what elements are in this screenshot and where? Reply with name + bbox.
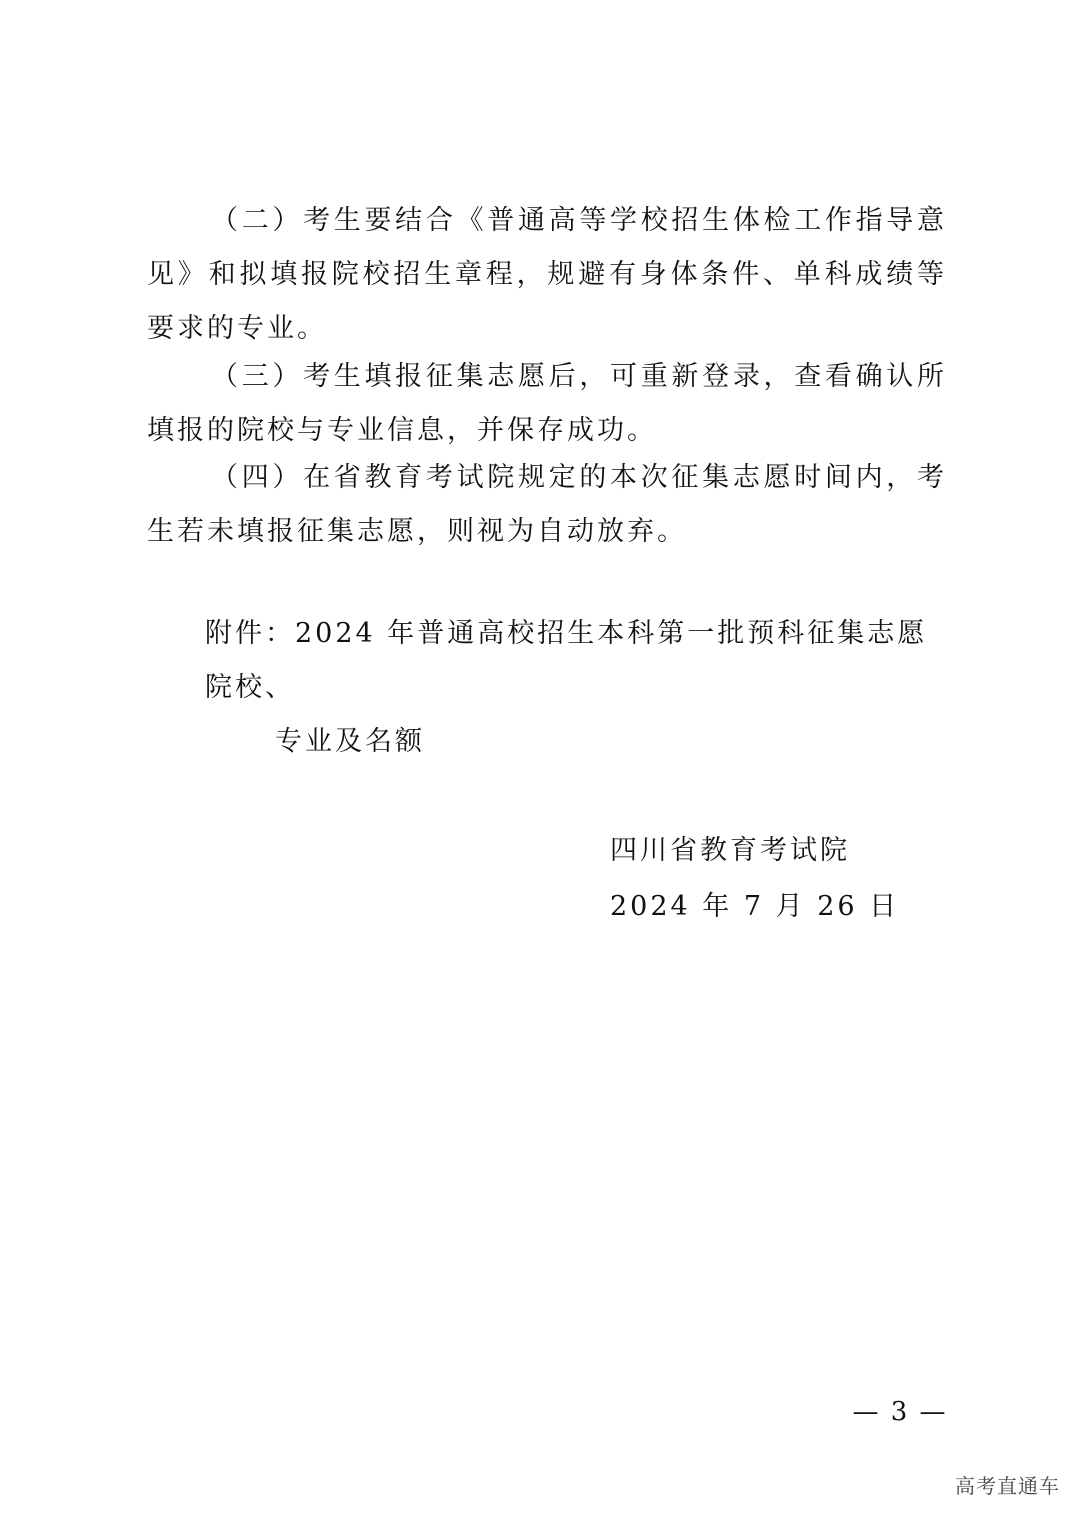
attachment-line-1: 附件：2024 年普通高校招生本科第一批预科征集志愿院校、 — [205, 618, 928, 703]
paragraph-3: （三）考生填报征集志愿后，可重新登录，查看确认所填报的院校与专业信息，并保存成功。 — [147, 361, 947, 446]
watermark: 高考直通车 — [955, 1474, 1060, 1498]
signature-organization: 四川省教育考试院 — [610, 835, 850, 866]
signature-date: 2024 年 7 月 26 日 — [610, 891, 900, 922]
paragraph-4: （四）在省教育考试院规定的本次征集志愿时间内，考生若未填报征集志愿，则视为自动放弃。 — [147, 462, 947, 547]
page-number: — 3 — — [852, 1397, 948, 1427]
attachment-line-2: 专业及名额 — [275, 726, 425, 757]
paragraph-2: （二）考生要结合《普通高等学校招生体检工作指导意见》和拟填报院校招生章程，规避有身体条件、单科成绩等要求的专业。 — [147, 205, 947, 344]
attachment-note — [205, 607, 955, 769]
